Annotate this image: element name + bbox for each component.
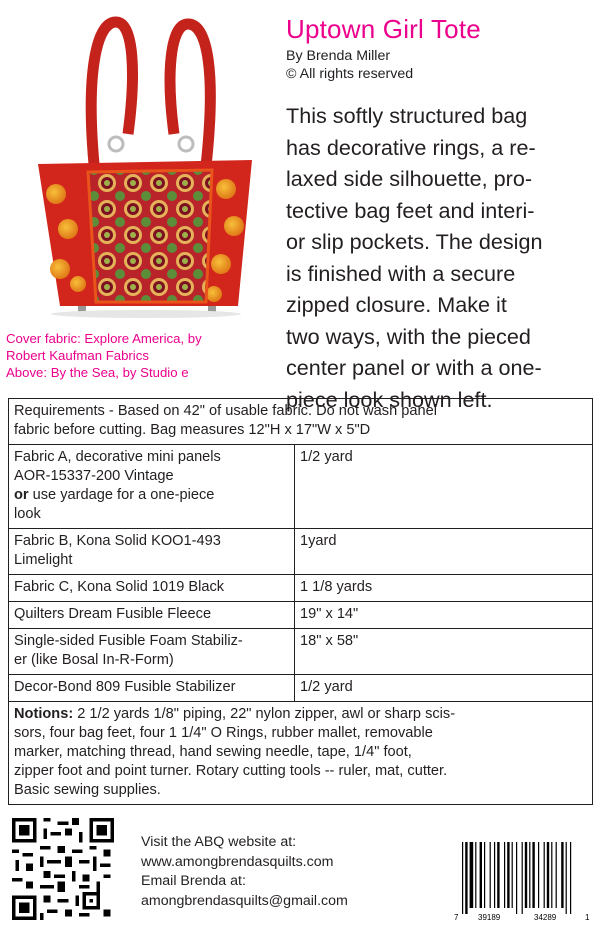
email-link[interactable]: amongbrendasquilts@gmail.com [141, 892, 348, 909]
item-cell [9, 675, 295, 702]
description-line: has decorative rings, a re- [286, 134, 536, 160]
barcode-bar [484, 842, 485, 908]
table-row [9, 575, 593, 602]
barcode-bar [547, 842, 549, 908]
pattern-description [286, 100, 591, 415]
barcode-bar [504, 842, 505, 908]
byline [286, 47, 413, 83]
barcode-bar [512, 842, 513, 908]
item-line: Limelight [14, 552, 73, 568]
requirements-table [8, 398, 593, 805]
notions-line: Basic sewing supplies. [14, 782, 161, 798]
description-line: two ways, with the pieced [286, 323, 531, 349]
qty-cell: 1yard [295, 529, 593, 575]
barcode-bar [570, 842, 571, 914]
item-line: Quilters Dream Fusible Fleece [14, 606, 212, 622]
notions-line [14, 705, 588, 724]
barcode-bar [532, 842, 534, 908]
caption-line: Cover fabric: Explore America, by [6, 331, 202, 346]
item-line: Fabric B, Kona Solid KOO1-493 [14, 533, 221, 549]
barcode-bar [538, 842, 539, 908]
header-line: Requirements - Based on 42" of usable fabric. Do not wash panel [14, 403, 437, 419]
description-line: or slip pockets. The design [286, 229, 543, 254]
barcode-bar [480, 842, 482, 908]
caption-line: Robert Kaufman Fabrics [6, 348, 149, 363]
or-rest: use yardage for a one-piece [28, 487, 215, 503]
description-line: zipped closure. Make it [286, 292, 507, 317]
contact-info [141, 833, 348, 911]
barcode-digits: 34289 [534, 913, 557, 922]
description-line: This softly structured bag [286, 103, 528, 128]
website-link[interactable]: www.amongbrendasquilts.com [141, 853, 334, 870]
qty-cell: 1/2 yard [295, 445, 593, 529]
table-row [9, 399, 593, 445]
notions-cell [9, 702, 593, 805]
or-word: or [14, 487, 29, 503]
table-row [9, 675, 593, 702]
qty-cell: 1/2 yard [295, 675, 593, 702]
visit-label: Visit the ABQ website at: [141, 834, 297, 850]
table-row [9, 602, 593, 629]
item-cell [9, 529, 295, 575]
barcode-bar [475, 842, 476, 908]
notions-line: marker, matching thread, hand sewing needle, tape, 1/4" foot, [14, 744, 412, 760]
barcode-bar [494, 842, 495, 908]
barcode-bar [462, 842, 463, 914]
item-line: Fabric A, decorative mini panels [14, 449, 221, 465]
tote-bag-photo [16, 14, 266, 330]
barcode-digit: 7 [454, 913, 459, 922]
qr-code [12, 818, 114, 920]
notions-label: Notions: [14, 706, 74, 722]
barcode-bar [544, 842, 545, 908]
qty-cell: 19" x 14" [295, 602, 593, 629]
barcode-bar [525, 842, 527, 908]
upc-barcode [452, 836, 592, 922]
description-line: tective bag feet and interi- [286, 197, 535, 223]
table-row [9, 529, 593, 575]
description-line: piece look shown left. [286, 386, 493, 412]
notions-line: sors, four bag feet, four 1 1/4" O Rings, rubber mallet, removable [14, 725, 433, 741]
requirements-header [9, 399, 593, 445]
table-row [9, 445, 593, 529]
description-line: center panel or with a one- [286, 355, 542, 380]
description-line: is finished with a secure [286, 260, 516, 286]
pattern-title: Uptown Girl Tote [286, 14, 481, 44]
table-row [9, 702, 593, 805]
barcode-bar [561, 842, 563, 908]
barcode-bar [497, 842, 499, 908]
qty-cell: 18" x 58" [295, 629, 593, 675]
caption-line: Above: By the Sea, by Studio e [6, 365, 189, 380]
item-cell [9, 575, 295, 602]
barcode-bar [465, 842, 467, 914]
photo-caption [6, 330, 276, 381]
header-line: fabric before cutting. Bag measures 12"H x 17"W x 5"D [14, 422, 371, 438]
author: By Brenda Miller [286, 48, 391, 64]
barcode-digit: 1 [585, 913, 590, 922]
item-line: Fabric C, Kona Solid 1019 Black [14, 579, 225, 595]
barcode-bar [507, 842, 509, 908]
notions-text: 2 1/2 yards 1/8" piping, 22" nylon zipper, awl or sharp scis- [73, 706, 456, 722]
barcode-bar [516, 842, 517, 914]
rights: © All rights reserved [286, 66, 414, 82]
barcode-digits: 39189 [478, 913, 501, 922]
qty-cell: 1 1/8 yards [295, 575, 593, 602]
barcode-bar [551, 842, 552, 908]
table-row [9, 629, 593, 675]
item-line: Decor-Bond 809 Fusible Stabilizer [14, 679, 236, 695]
item-line [14, 486, 290, 505]
barcode-bar [529, 842, 530, 908]
item-line: AOR-15337-200 Vintage [14, 468, 174, 484]
item-cell [9, 445, 295, 529]
barcode-bar [522, 842, 523, 914]
item-cell [9, 629, 295, 675]
email-label: Email Brenda at: [141, 873, 246, 889]
barcode-bar [470, 842, 474, 908]
item-line: er (like Bosal In-R-Form) [14, 652, 174, 668]
barcode-bar [556, 842, 557, 908]
notions-line: zipper foot and point turner. Rotary cutting tools -- ruler, mat, cutter. [14, 763, 448, 779]
barcode-bar [490, 842, 491, 908]
barcode-bar [566, 842, 567, 914]
item-line: Single-sided Fusible Foam Stabiliz- [14, 633, 243, 649]
item-cell [9, 602, 295, 629]
item-line: look [14, 506, 41, 522]
description-line: laxed side silhouette, pro- [286, 166, 533, 191]
